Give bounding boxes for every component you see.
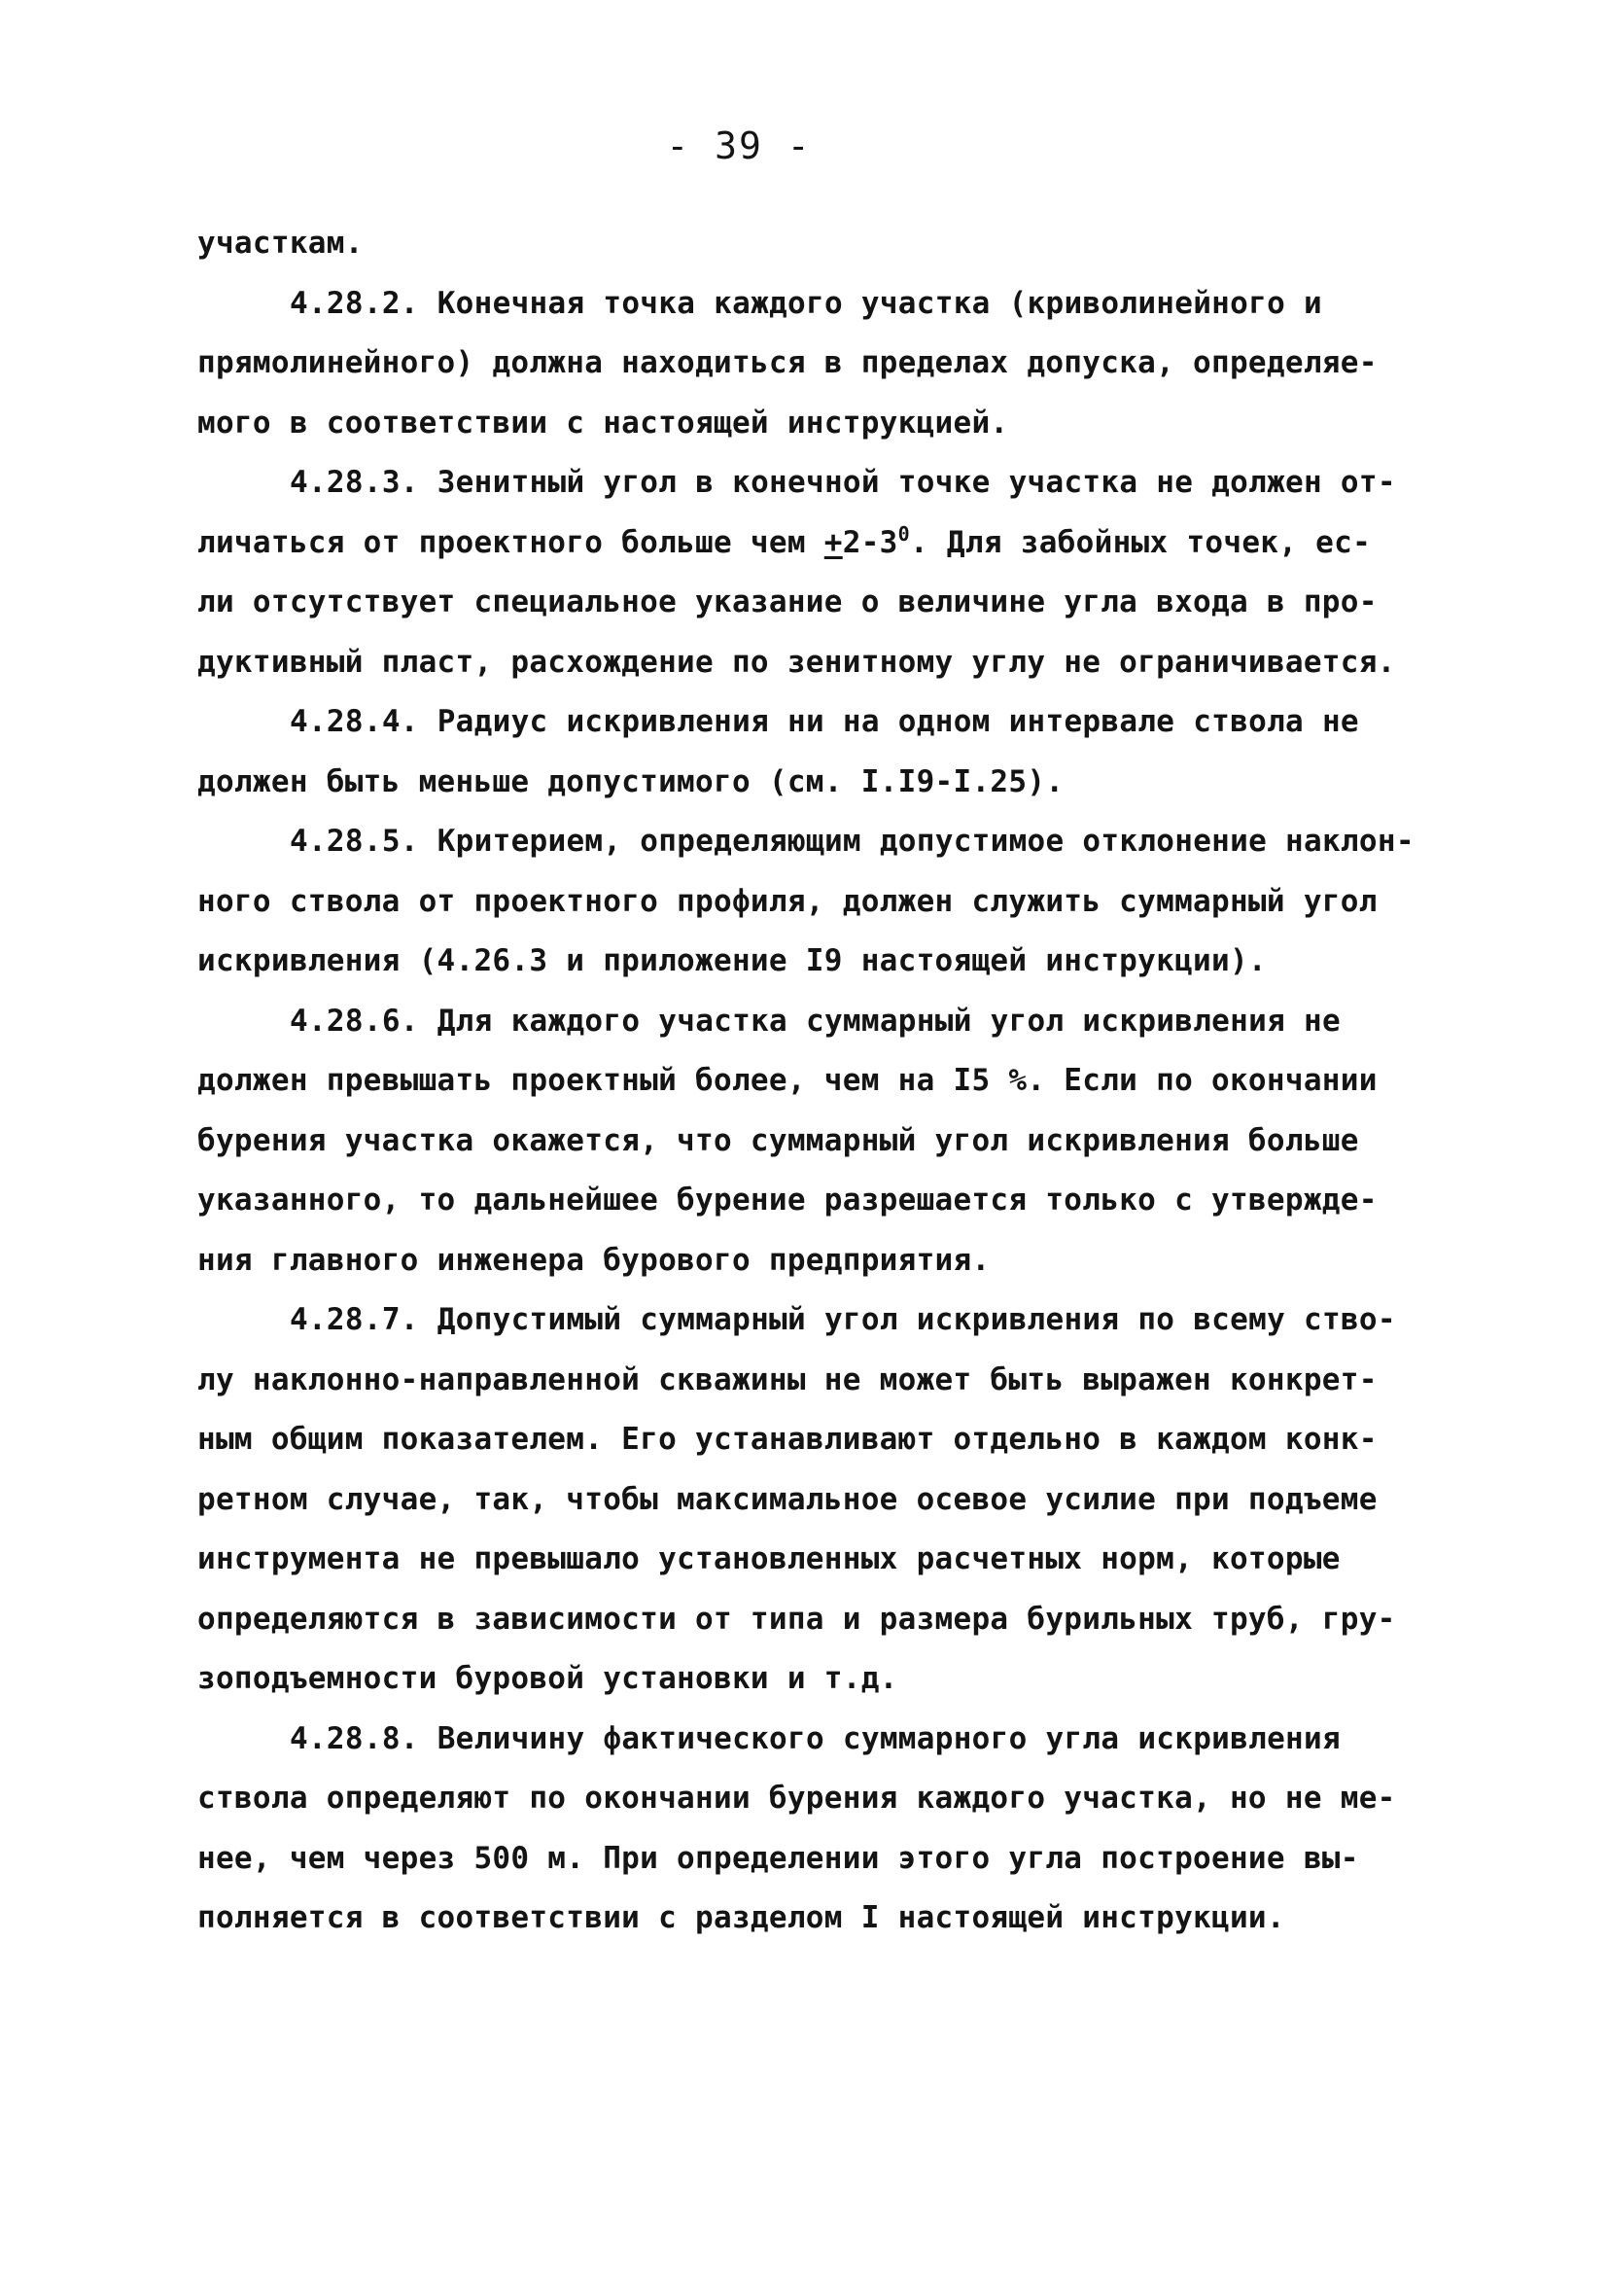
paragraph-4-28-5-start: 4.28.5. Критерием, определяющим допустимое отклонение наклон- <box>290 824 1415 859</box>
paragraph-4-28-6-start: 4.28.6. Для каждого участка суммарный угол искривления не <box>290 1003 1341 1039</box>
text-line: дуктивный пласт, расхождение по зенитному углу не ограничивается. <box>197 644 1396 680</box>
text-line: должен превышать проектный более, чем на I5 %. Если по окончании <box>197 1063 1378 1098</box>
body-text <box>197 214 1422 1949</box>
angle-range: 2-3 <box>842 524 898 560</box>
text-line: прямолинейного) должна находиться в пределах допуска, определяе- <box>197 345 1378 380</box>
text-line: ного ствола от проектного профиля, должен служить суммарный угол <box>197 883 1378 919</box>
plus-minus-sign: + <box>823 524 843 560</box>
text-line: ния главного инженера бурового предприятия. <box>197 1242 991 1278</box>
text-line: полняется в соответствии с разделом I настоящей инструкции. <box>197 1900 1285 1935</box>
text-line: ным общим показателем. Его устанавливают отдельно в каждом конк- <box>197 1422 1378 1457</box>
text-line: нее, чем через 500 м. При определении этого угла построение вы- <box>197 1840 1359 1876</box>
text-segment: . Для забойных точек, ес- <box>909 524 1372 560</box>
text-line: искривления (4.26.3 и приложение I9 настоящей инструкции). <box>197 943 1267 978</box>
text-line: должен быть меньше допустимого (см. I.I9-I.25). <box>197 763 1065 799</box>
paragraph-4-28-8-start: 4.28.8. Величину фактического суммарного угла искривления <box>290 1720 1341 1756</box>
text-line: ствола определяют по окончании бурения каждого участка, но не ме- <box>197 1781 1396 1816</box>
page-number: - 39 - <box>666 124 812 167</box>
text-line: участкам. <box>197 226 364 261</box>
paragraph-4-28-7-start: 4.28.7. Допустимый суммарный угол искривления по всему ство- <box>290 1302 1396 1337</box>
text-line: мого в соответствии с настоящей инструкцией. <box>197 405 1009 441</box>
text-line: ретном случае, так, чтобы максимальное осевое усилие при подъеме <box>197 1481 1378 1517</box>
text-line: бурения участка окажется, что суммарный угол искривления больше <box>197 1122 1359 1158</box>
text-segment: личаться от проектного больше чем <box>197 524 824 560</box>
text-line: определяются в зависимости от типа и размера бурильных труб, гру- <box>197 1601 1396 1637</box>
degree-superscript: 0 <box>897 521 910 546</box>
text-line: зоподъемности буровой установки и т.д. <box>197 1661 898 1696</box>
paragraph-4-28-2-start: 4.28.2. Конечная точка каждого участка (криволинейного и <box>290 285 1322 321</box>
text-line: лу наклонно-направленной скважины не может быть выражен конкрет- <box>197 1361 1378 1397</box>
text-line: указанного, то дальнейшее бурение разрешается только с утвержде- <box>197 1183 1378 1218</box>
paragraph-4-28-3-start: 4.28.3. Зенитный угол в конечной точке участка не должен от- <box>290 465 1396 500</box>
text-line: ли отсутствует специальное указание о величине угла входа в про- <box>197 584 1378 619</box>
text-line <box>197 513 1422 574</box>
paragraph-4-28-4-start: 4.28.4. Радиус искривления ни на одном интервале ствола не <box>290 704 1359 739</box>
text-line: инструмента не превышало установленных расчетных норм, которые <box>197 1541 1341 1576</box>
